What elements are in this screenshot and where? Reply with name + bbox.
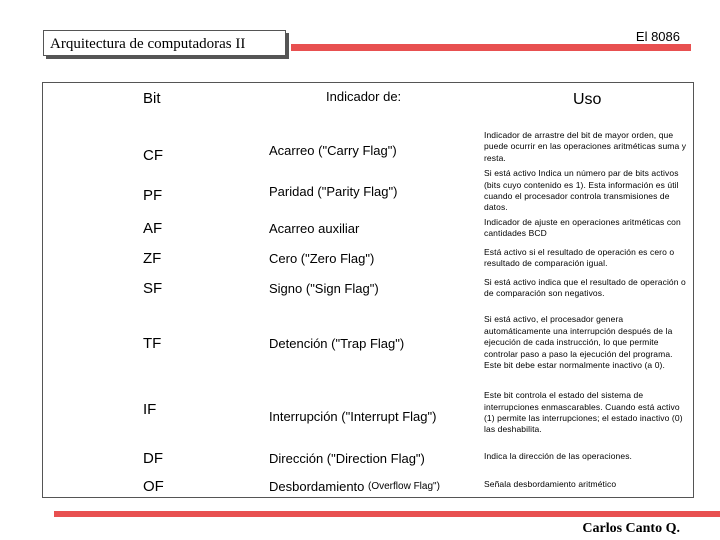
uso-cell: Señala desbordamiento aritmético <box>484 479 617 489</box>
course-title-box <box>43 30 286 56</box>
indicador-cell: Detención ("Trap Flag") <box>269 335 405 351</box>
author-name: Carlos Canto Q. <box>582 521 680 536</box>
table-row <box>43 243 693 273</box>
table-row <box>43 273 693 303</box>
table-row <box>43 473 693 499</box>
indicador-cell: Signo ("Sign Flag") <box>269 280 379 296</box>
uso-cell: Indicador de arrastre del bit de mayor orden, que puede ocurrir en las operaciones aritméticas suma y resta. <box>484 129 687 163</box>
bit-cell: AF <box>143 219 163 237</box>
bit-cell: OF <box>143 477 164 495</box>
column-header-bit: Bit <box>143 89 161 107</box>
table-row <box>43 305 693 381</box>
top-accent-bar <box>291 44 691 51</box>
bit-cell: PF <box>143 186 163 204</box>
bottom-accent-bar <box>54 511 720 517</box>
indicador-cell: Acarreo auxiliar <box>269 220 360 236</box>
slide-topic: El 8086 <box>635 29 680 44</box>
table-row <box>43 445 693 471</box>
indicador-small: (Overflow Flag") <box>368 480 440 492</box>
indicador-cell <box>269 473 499 499</box>
uso-cell: Si está activo Indica un número par de bits activos (bits cuyo contenido es 1). Esta información es útil cuando el procesador controla transmisiones de datos. <box>484 168 679 213</box>
uso-cell: Indicador de ajuste en operaciones aritméticas con cantidades BCD <box>484 216 681 238</box>
indicador-cell: Interrupción ("Interrupt Flag") <box>269 408 437 424</box>
bit-cell: SF <box>143 279 163 297</box>
column-header-indicador: Indicador de: <box>326 89 402 104</box>
bit-cell: DF <box>143 449 163 467</box>
table-row <box>43 215 693 241</box>
uso-cell: Este bit controla el estado del sistema de interrupciones enmascarables. Cuando está activo (1) permite las interrupciones; el estado inactivo (0) las deshabilita. <box>484 390 683 435</box>
table-header-row <box>43 83 693 113</box>
indicador-cell: Acarreo ("Carry Flag") <box>269 142 397 158</box>
indicador-cell: Cero ("Zero Flag") <box>269 250 375 266</box>
table-row <box>43 167 693 215</box>
uso-cell: Si está activo, el procesador genera automáticamente una interrupción después de la ejecución de cada instrucción, lo que permite controlar paso a paso la ejecución del programa. Este bit debe estar normalmente inactivo (a 0). <box>484 314 673 371</box>
bit-cell: ZF <box>143 249 162 267</box>
bit-cell: TF <box>143 334 162 352</box>
course-title: Arquitectura de computadoras II <box>50 36 246 52</box>
flags-table <box>42 82 694 498</box>
bit-cell: CF <box>143 146 163 164</box>
column-header-uso: Uso <box>573 91 602 108</box>
indicador-main: Desbordamiento <box>269 478 365 494</box>
uso-cell: Está activo si el resultado de operación es cero o resultado de comparación igual. <box>484 246 675 268</box>
indicador-cell: Dirección ("Direction Flag") <box>269 450 425 466</box>
indicador-cell: Paridad ("Parity Flag") <box>269 183 398 199</box>
uso-cell: Si está activo indica que el resultado de operación o de comparación son negativos. <box>484 276 686 298</box>
uso-cell: Indica la dirección de las operaciones. <box>484 451 633 461</box>
bit-cell: IF <box>143 400 157 418</box>
table-row <box>43 383 693 443</box>
